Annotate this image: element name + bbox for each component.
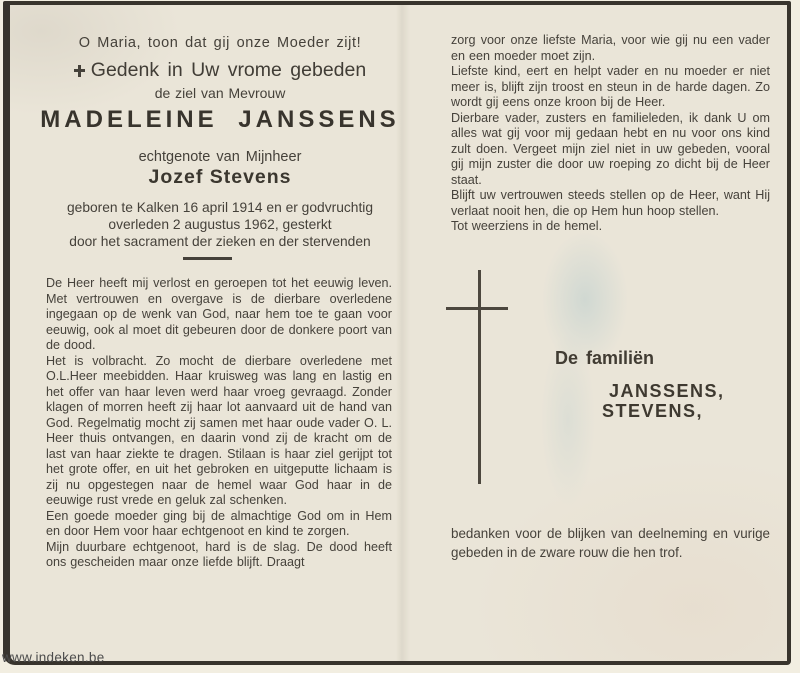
soul-line: de ziel van Mevrouw (154, 85, 286, 101)
memorial-paragraph: zorg voor onze liefste Maria, voor wie gij nu een vader en een moeder moet zijn. (451, 33, 770, 63)
marian-invocation: O Maria, toon dat gij onze Moeder zijt! (78, 35, 362, 51)
family-name-janssens: JANSSENS, (609, 381, 725, 401)
spouse-name: Jozef Stevens (148, 166, 292, 188)
death-line: overleden 2 augustus 1962, gesterkt (108, 216, 332, 232)
cross-icon (446, 270, 510, 484)
memorial-paragraph: Blijft uw vertrouwen steeds stellen op de Heer, want Hij verlaat nooit hen, die op Hem hun hoop stellen. (451, 188, 770, 218)
vital-dates (30, 200, 410, 250)
cross-vertical-bar (478, 270, 481, 484)
memorial-paragraph: Liefste kind, eert en helpt vader en nu moeder er niet meer is, blijft zijn troost en steun in de harde dagen. Zo wordt gij eens onze kroon bij de Heer. (451, 64, 770, 109)
family-intro: De familiën (555, 348, 655, 368)
right-column-text (451, 33, 770, 235)
small-cross-icon (74, 65, 85, 77)
deceased-name: MADELEINE JANSSENS (40, 106, 400, 133)
watermark: www.indeken.be (2, 650, 105, 665)
memorial-paragraph: Het is volbracht. Zo mocht de dierbare overledene met O.L.Heer meebidden. Haar kruisweg was lang en lastig en het offer van haar leven werd haar vroeg gevraagd. Zonder klagen of morren heeft zij haar lot aanvaard uit de hand van God. Regelmatig mocht zij samen met haar oude vader O. L. Heer thuis ontvangen, en daarin vond zij de kracht om de last van haar ziekte te dragen. Stilaan is haar ziel gerijpt tot het grote offer, en uit het gebroken en uitgeputte lichaam is zij nu opgestegen naar de hemel waar God haar in de eeuwige rust vrede en geluk zal schenken. (46, 353, 392, 507)
memorial-paragraph: De Heer heeft mij verlost en geroepen tot het eeuwig leven. Met vertrouwen en overgave is de dierbare overledene ingegaan op de wenk van God, naar hem toe te gaan voor eeuwig, ook al moet dit gebeuren door de donkere poort van de dood. (46, 276, 392, 352)
memorial-paragraph: Mijn duurbare echtgenoot, hard is de slag. De dood heeft ons gescheiden maar onze liefde blijft. Draagt (46, 539, 392, 569)
left-column-text (46, 276, 392, 571)
memorial-paragraph: Dierbare vader, zusters en familieleden, ik dank U om alles wat gij voor mij gedaan hebt en nu voor ons kind zult doen. Vergeet mijn ziel niet in uw gebeden, vooral gij mijn zuster die door uw roeping zo dicht bij de Heer staat. (451, 110, 770, 187)
birth-line: geboren te Kalken 16 april 1914 en er godvruchtig (66, 200, 374, 215)
spouse-intro: echtgenote van Mijnheer (138, 149, 302, 165)
remember-line-text: Gedenk in Uw vrome gebeden (90, 59, 367, 81)
closing-thanks: bedanken voor de blijken van deelneming en vurige gebeden in de zware rouw die hen trof. (451, 526, 770, 560)
memorial-paragraph: Tot weerziens in de hemel. (451, 219, 603, 233)
section-divider (183, 257, 232, 260)
remember-line (34, 59, 406, 82)
cross-horizontal-bar (446, 307, 508, 310)
sacrament-line: door het sacrament der zieken en der stervenden (69, 233, 371, 249)
memorial-paragraph: Een goede moeder ging bij de almachtige God om in Hem en door Hem voor haar echtgenoot en kind te zorgen. (46, 508, 392, 538)
family-name-stevens: STEVENS, (602, 401, 704, 421)
